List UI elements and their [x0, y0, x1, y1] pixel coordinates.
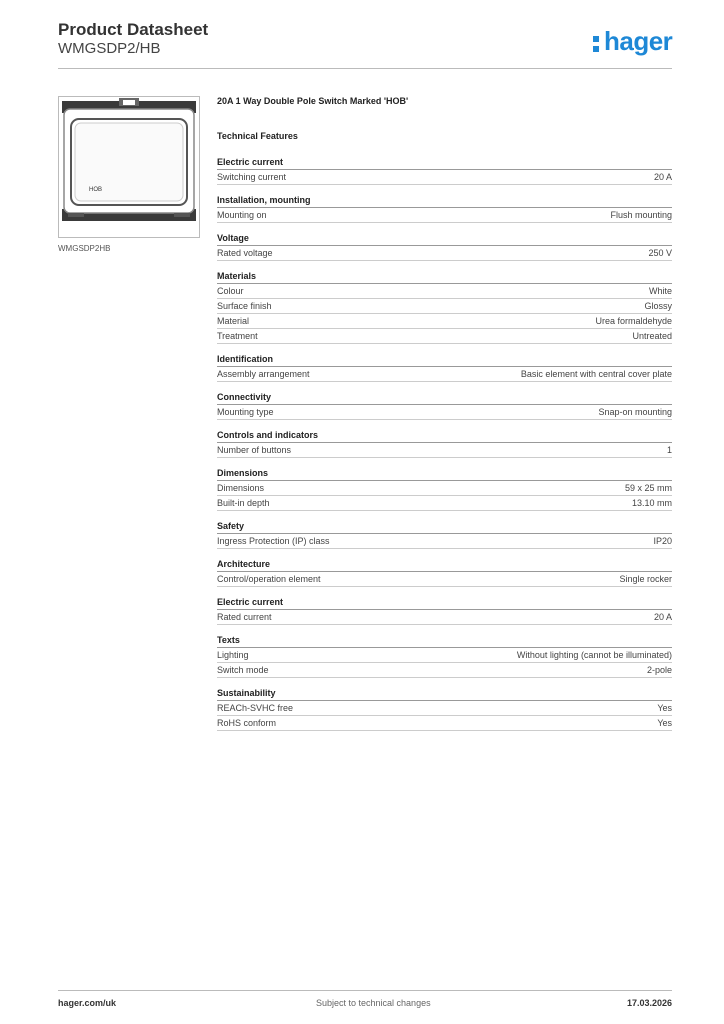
spec-group: [217, 687, 672, 731]
spec-group: [217, 520, 672, 549]
technical-features-heading: Technical Features: [217, 131, 298, 141]
spec-label: Dimensions: [217, 483, 265, 493]
spec-label: Rated current: [217, 612, 272, 622]
spec-value: Urea formaldehyde: [595, 316, 672, 326]
spec-value: IP20: [653, 536, 672, 546]
spec-group-title: Connectivity: [217, 391, 672, 405]
product-code: WMGSDP2/HB: [58, 40, 161, 57]
spec-row: [217, 572, 672, 587]
spec-group-title: Dimensions: [217, 467, 672, 481]
spec-row: [217, 170, 672, 185]
spec-label: Switch mode: [217, 665, 269, 675]
spec-group-title: Architecture: [217, 558, 672, 572]
page-title: Product Datasheet: [58, 20, 209, 39]
spec-row: [217, 716, 672, 731]
spec-label: Material: [217, 316, 250, 326]
spec-group: [217, 156, 672, 185]
spec-value: 20 A: [653, 612, 672, 622]
spec-value: 59 x 25 mm: [624, 483, 672, 493]
spec-label: Rated voltage: [217, 248, 273, 258]
spec-group-title: Voltage: [217, 232, 672, 246]
footer-website: hager.com/uk: [58, 998, 117, 1008]
footer-divider: [58, 990, 672, 991]
spec-label: Ingress Protection (IP) class: [217, 536, 330, 546]
spec-label: Built-in depth: [217, 498, 270, 508]
logo-text: hager: [604, 26, 673, 56]
spec-label: Treatment: [217, 331, 258, 341]
spec-row: [217, 405, 672, 420]
spec-value: Without lighting (cannot be illuminated): [516, 650, 672, 660]
product-image-caption: WMGSDP2HB: [58, 244, 111, 253]
spec-value: Yes: [657, 718, 672, 728]
product-image: [58, 96, 200, 238]
spec-row: [217, 284, 672, 299]
spec-group-title: Identification: [217, 353, 672, 367]
spec-row: [217, 481, 672, 496]
spec-value: 20 A: [653, 172, 672, 182]
spec-label: Switching current: [217, 172, 287, 182]
hager-logo: [592, 28, 676, 58]
spec-group: [217, 391, 672, 420]
spec-label: Mounting on: [217, 210, 267, 220]
spec-row: [217, 648, 672, 663]
spec-row: [217, 246, 672, 261]
spec-group-title: Sustainability: [217, 687, 672, 701]
spec-value: 13.10 mm: [631, 498, 672, 508]
logo-dots-icon: [592, 36, 600, 54]
spec-group: [217, 596, 672, 625]
spec-value: 1: [666, 445, 672, 455]
product-description: 20A 1 Way Double Pole Switch Marked 'HOB': [217, 96, 409, 106]
spec-label: Mounting type: [217, 407, 274, 417]
spec-row: [217, 367, 672, 382]
footer-notice: Subject to technical changes: [316, 998, 431, 1008]
spec-group: [217, 634, 672, 678]
spec-group-title: Safety: [217, 520, 672, 534]
spec-group-title: Materials: [217, 270, 672, 284]
spec-group: [217, 467, 672, 511]
spec-row: [217, 610, 672, 625]
hob-label: HOB: [89, 187, 103, 193]
header-divider: [58, 68, 672, 69]
spec-label: Number of buttons: [217, 445, 292, 455]
spec-value: Single rocker: [619, 574, 672, 584]
spec-row: [217, 701, 672, 716]
spec-value: Glossy: [644, 301, 672, 311]
spec-group-title: Electric current: [217, 156, 672, 170]
spec-group-title: Controls and indicators: [217, 429, 672, 443]
spec-label: Control/operation element: [217, 574, 321, 584]
spec-label: Colour: [217, 286, 244, 296]
spec-row: [217, 299, 672, 314]
switch-module-icon: [59, 97, 199, 237]
spec-group: [217, 429, 672, 458]
spec-value: Flush mounting: [610, 210, 672, 220]
spec-group-title: Texts: [217, 634, 672, 648]
spec-group-title: Electric current: [217, 596, 672, 610]
spec-value: Snap-on mounting: [598, 407, 672, 417]
spec-value: 250 V: [648, 248, 672, 258]
spec-value: White: [648, 286, 672, 296]
spec-table: [217, 156, 672, 740]
spec-value: Basic element with central cover plate: [520, 369, 672, 379]
spec-group: [217, 270, 672, 344]
footer-date: 17.03.2026: [626, 998, 672, 1008]
spec-label: Assembly arrangement: [217, 369, 310, 379]
spec-label: REACh-SVHC free: [217, 703, 294, 713]
spec-row: [217, 443, 672, 458]
spec-label: Lighting: [217, 650, 249, 660]
spec-label: Surface finish: [217, 301, 272, 311]
spec-group: [217, 558, 672, 587]
spec-value: Yes: [657, 703, 672, 713]
spec-group: [217, 353, 672, 382]
spec-row: [217, 496, 672, 511]
spec-group-title: Installation, mounting: [217, 194, 672, 208]
spec-value: Untreated: [632, 331, 672, 341]
spec-row: [217, 314, 672, 329]
spec-row: [217, 663, 672, 678]
spec-value: 2-pole: [646, 665, 672, 675]
spec-label: RoHS conform: [217, 718, 277, 728]
spec-row: [217, 208, 672, 223]
spec-row: [217, 534, 672, 549]
spec-group: [217, 194, 672, 223]
spec-group: [217, 232, 672, 261]
spec-row: [217, 329, 672, 344]
